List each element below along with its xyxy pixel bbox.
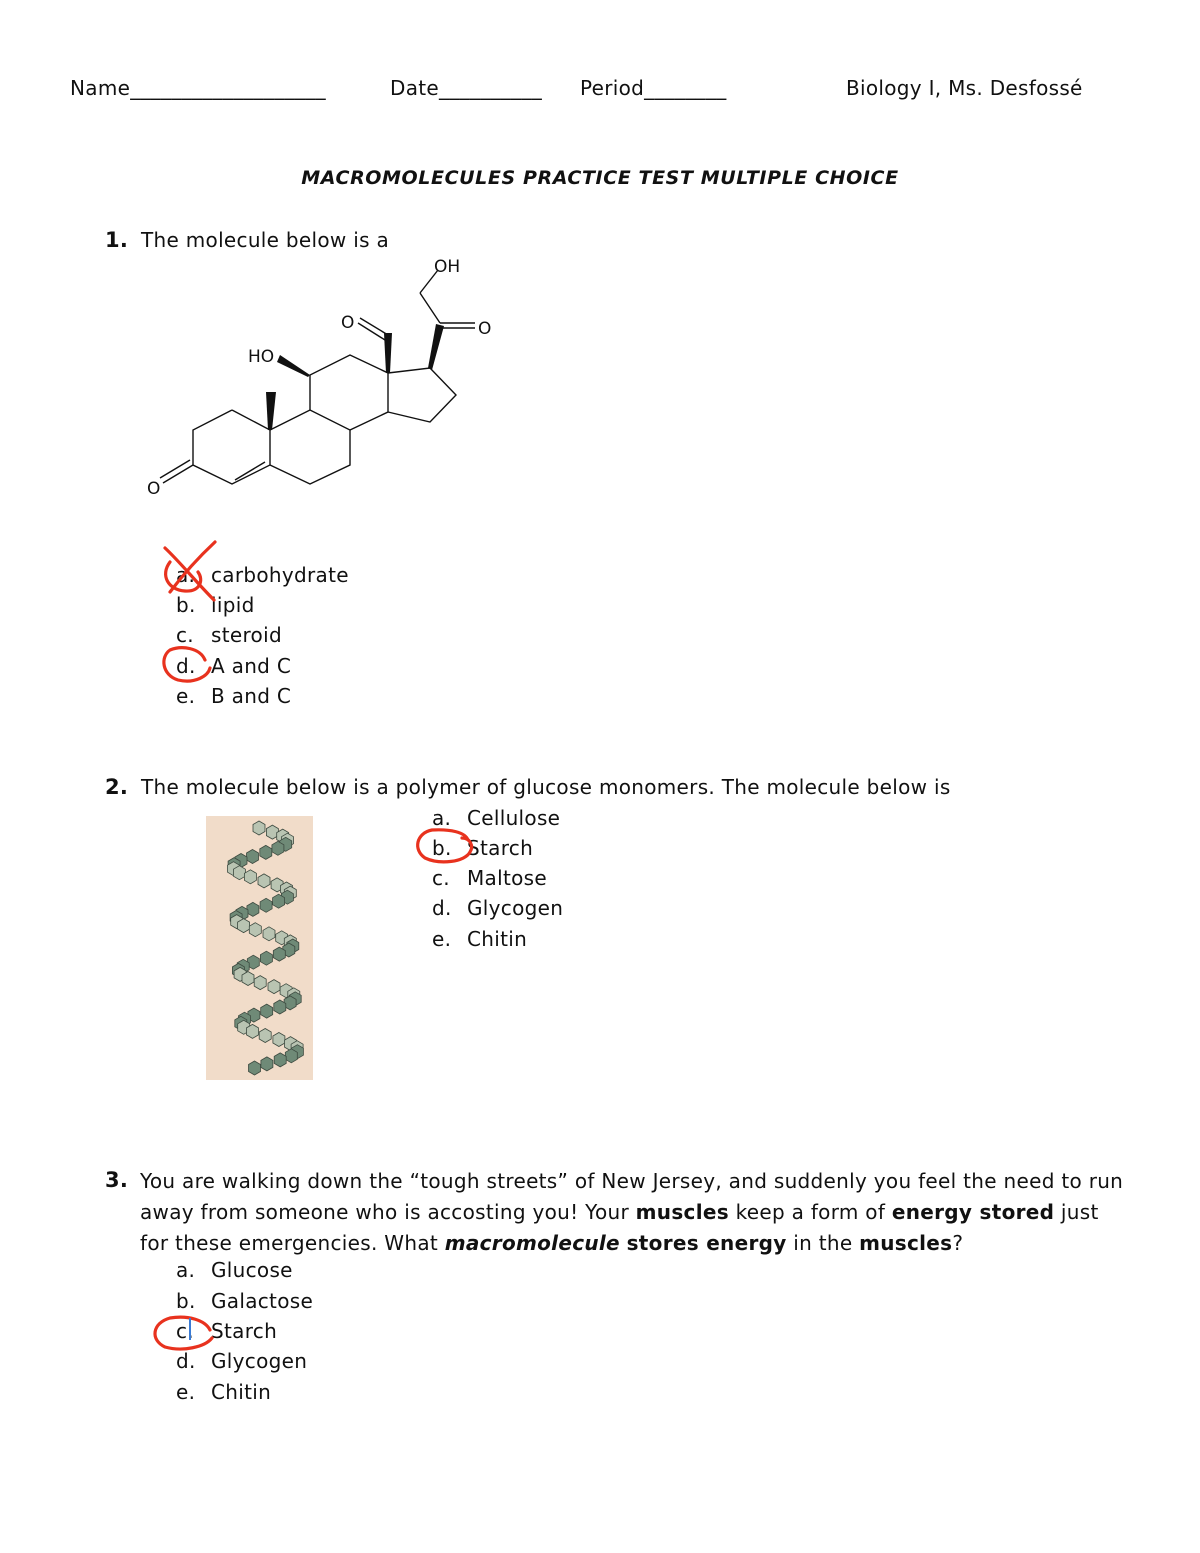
glucose-unit-hexagon [260,898,272,912]
glucose-unit-hexagon [273,1033,285,1047]
date-field-label: Date__________ [390,76,543,100]
glucose-unit-hexagon [238,919,250,933]
glucose-unit-hexagon [274,1053,286,1067]
course-label: Biology I, Ms. Desfossé [846,76,1083,100]
q3-option-b[interactable]: b. Galactose [176,1289,314,1313]
name-field-label: Name___________________ [70,76,326,100]
q2-number: 2. [105,775,129,799]
glucose-unit-hexagon [260,845,272,859]
glucose-unit-hexagon [261,1004,273,1018]
q3-number: 3. [105,1168,129,1192]
glucose-unit-hexagon [249,1061,261,1075]
glucose-unit-hexagon [268,980,280,994]
glucose-unit-hexagon [285,1049,297,1063]
ho-label: HO [248,347,275,367]
acid-o-label: O [478,319,492,339]
glucose-unit-hexagon [244,870,256,884]
glucose-unit-hexagon [253,821,265,835]
glucose-unit-hexagon [263,927,275,941]
glucose-unit-hexagon [261,1057,273,1071]
q1-text: The molecule below is a [141,228,390,252]
q2-option-e[interactable]: e. Chitin [432,927,528,951]
q2-option-b[interactable]: b. Starch [432,836,534,860]
q1-option-b[interactable]: b. lipid [176,593,255,617]
q1-option-d[interactable]: d. A and C [176,654,292,678]
glucose-unit-hexagon [247,1024,259,1038]
q3-option-c[interactable]: c. Starch [176,1319,278,1343]
q1-option-e[interactable]: e. B and C [176,684,292,708]
q2-text: The molecule below is a polymer of glucose monomers. The molecule below is [141,775,951,799]
glycogen-helix-image [206,816,313,1080]
q1-option-c[interactable]: c. steroid [176,623,282,647]
q3-option-e[interactable]: e. Chitin [176,1380,272,1404]
glucose-unit-hexagon [247,902,259,916]
oh-label: OH [434,257,461,277]
glucose-unit-hexagon [254,976,266,990]
q2-option-c[interactable]: c. Maltose [432,866,547,890]
glucose-unit-hexagon [273,947,285,961]
aldehyde-o-label: O [341,313,355,333]
q1-number: 1. [105,228,129,252]
ketone-o-label: O [147,479,161,499]
glucose-unit-hexagon [260,951,272,965]
glucose-unit-hexagon [247,850,259,864]
glucose-unit-hexagon [272,841,284,855]
glucose-unit-hexagon [273,894,285,908]
q3-option-a[interactable]: a. Glucose [176,1258,293,1282]
glucose-unit-hexagon [249,923,261,937]
helix-drawing [206,816,313,1080]
q1-option-a[interactable]: a. carbohydrate [176,563,349,587]
glucose-unit-hexagon [259,1029,271,1043]
q3-option-d[interactable]: d. Glycogen [176,1349,308,1373]
glucose-unit-hexagon [242,972,254,986]
q3-text: You are walking down the “tough streets” of New Jersey, and suddenly you feel the need to run away from someone who is accosting you! Your muscles keep a form of energy stored just for these emergencies. What macromolecule stores energy in the muscles? [140,1169,1124,1255]
period-field-label: Period________ [580,76,727,100]
glucose-unit-hexagon [233,866,245,880]
glucose-unit-hexagon [274,1000,286,1014]
q2-option-a[interactable]: a. Cellulose [432,806,561,830]
glucose-unit-hexagon [258,874,270,888]
page-title: MACROMOLECULES PRACTICE TEST MULTIPLE CHOICE [301,167,899,189]
q2-option-d[interactable]: d. Glycogen [432,896,564,920]
